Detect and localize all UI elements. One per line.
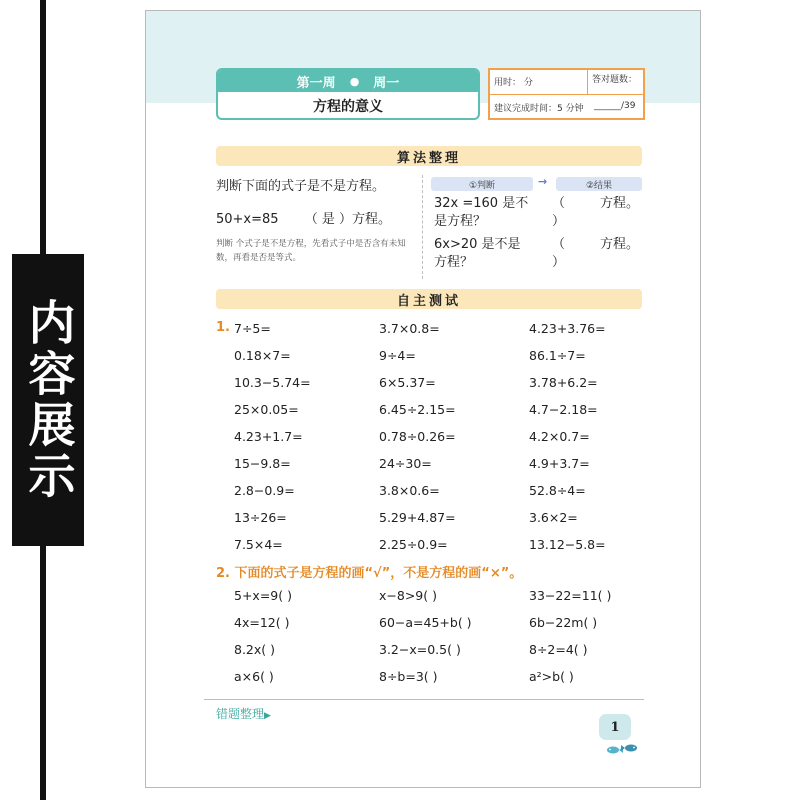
calc-item: 13.12−5.8= [529,537,606,552]
judge-item[interactable]: a²>b( ) [529,669,574,684]
lesson-title: 方程的意义 [313,99,383,115]
calc-item: 7.5×4= [234,537,283,552]
calc-item: 10.3−5.74= [234,375,311,390]
step-result: ②结果 [556,177,642,191]
week-label: 第一周 [296,75,336,91]
page-number: 1 [599,714,631,740]
judge-item[interactable]: x−8>9( ) [379,588,437,603]
calc-item: 2.25÷0.9= [379,537,448,552]
calc-item: 4.7−2.18= [529,402,598,417]
judge-item[interactable]: 6b−22m( ) [529,615,598,630]
calc-item: 13÷26= [234,510,287,525]
practice-item-2-line1: 6x>20 是不是 [434,237,521,252]
question-1-number: 1. [216,320,230,335]
calc-item: 3.6×2= [529,510,578,525]
calc-item: 2.8−0.9= [234,483,295,498]
judge-item[interactable]: 8÷b=3( ) [379,669,438,684]
calc-item: 0.18×7= [234,348,291,363]
lesson-schedule [218,70,478,92]
calc-item: 25×0.05= [234,402,299,417]
calc-item: 6×5.37= [379,375,436,390]
bullet-icon: ● [349,74,360,88]
practice-item-1-tail: 方程。 [600,196,640,211]
calc-item: 0.78÷0.26= [379,429,456,444]
footer-divider [204,699,644,700]
calc-item: 6.45÷2.15= [379,402,456,417]
practice-item-2-tail: 方程。 [600,237,640,252]
section-title-self-test: 自主测试 [216,289,642,309]
calc-item: 4.2×0.7= [529,429,590,444]
calc-item: 4.23+1.7= [234,429,303,444]
judge-item[interactable]: 5+x=9( ) [234,588,292,603]
example-eq: 50+x=85 [216,212,279,227]
example-answer: （ 是 ）方程。 [304,212,391,227]
section-title-algorithm: 算法整理 [216,146,642,166]
calc-item: 5.29+4.87= [379,510,456,525]
practice-item-1 [434,195,640,231]
method-note: 判断 个式子是不是方程，先看式子中是否含有未知数，再看是否是等式。 [216,239,406,263]
calc-item: 3.78+6.2= [529,375,598,390]
practice-item-1-line1: 32x =160 是不 [434,196,529,211]
calc-item: 52.8÷4= [529,483,586,498]
error-review-link[interactable] [216,705,271,722]
question-text: 判断下面的式子是不是方程。 [216,179,386,194]
calc-item: 24÷30= [379,456,432,471]
practice-item-1-blank[interactable]: （ ） [552,196,566,229]
practice-item-1-line2: 是方程？ [434,214,487,229]
calc-item: 15−9.8= [234,456,291,471]
practice-item-2-line2: 方程？ [434,255,474,270]
question-2-label: 2. 下面的式子是方程的画“√”，不是方程的画“×”。 [216,566,523,581]
correct-count-label: 答对题数： [592,75,638,85]
workbook-page [145,10,701,788]
judge-item[interactable]: a×6( ) [234,669,274,684]
lesson-header [216,68,480,120]
calc-item: 4.9+3.7= [529,456,590,471]
calc-item: 4.23+3.76= [529,321,606,336]
play-triangle-icon: ▶ [264,711,271,721]
dashed-divider [422,175,423,279]
calc-item: 9÷4= [379,348,416,363]
calc-item: 3.7×0.8= [379,321,440,336]
calc-item: 86.1÷7= [529,348,586,363]
score-field: ______/39 [594,101,636,111]
judge-item[interactable]: 4x=12( ) [234,615,290,630]
side-banner [12,254,84,546]
example-equation [216,208,391,227]
step-judge: ①判断 [431,177,533,191]
progress-box [488,68,645,120]
practice-item-2 [434,236,640,272]
day-label: 周一 [373,75,400,91]
fish-icon [604,742,642,756]
judge-item[interactable]: 8.2x( ) [234,642,276,657]
judge-item[interactable]: 60−a=45+b( ) [379,615,472,630]
time-used: 用时： 分 [494,78,533,88]
calc-item: 3.8×0.6= [379,483,440,498]
suggested-time: 建议完成时间：5 分钟 [494,104,584,114]
practice-item-2-blank[interactable]: （ ） [552,237,566,270]
info-divider-h [490,94,643,95]
judge-item[interactable]: 8÷2=4( ) [529,642,588,657]
info-divider [587,70,588,94]
question-intro [216,175,426,194]
arrow-right-icon: → [538,175,548,188]
side-banner-text: 内容展示 [20,298,76,502]
error-review-label: 错题整理 [216,707,265,721]
calc-item: 7÷5= [234,321,271,336]
judge-item[interactable]: 3.2−x=0.5( ) [379,642,461,657]
judge-item[interactable]: 33−22=11( ) [529,588,612,603]
